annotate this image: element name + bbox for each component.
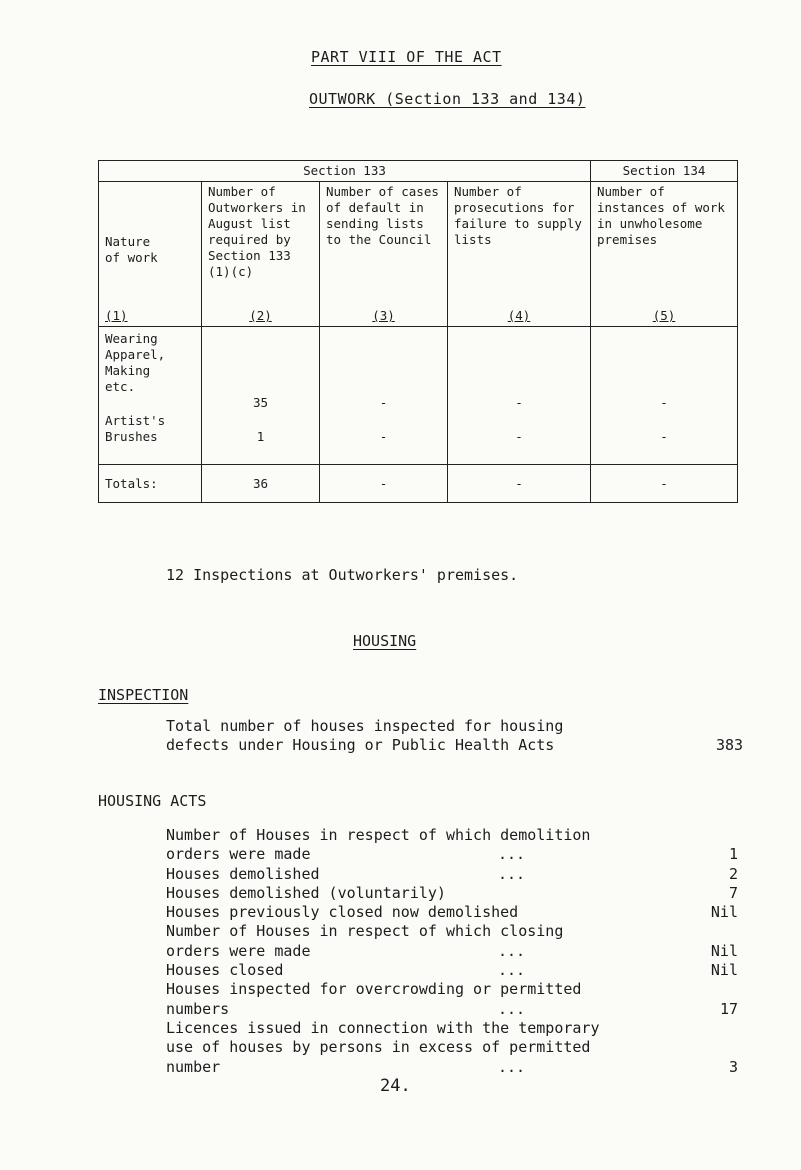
header-default bbox=[320, 182, 448, 327]
inspection-text-2: defects under Housing or Public Health Acts bbox=[166, 736, 555, 754]
inspection-text-1: Total number of houses inspected for housing bbox=[166, 717, 564, 735]
header-prosecutions-label: Number of prosecutions for failure to supply lists bbox=[454, 184, 582, 247]
item-value: Nil bbox=[710, 941, 738, 960]
item-text: orders were made bbox=[166, 845, 311, 864]
header-num: (5) bbox=[652, 308, 676, 323]
header-outworkers-label: Number of Outworkers in August list required by Section 133 (1)(c) bbox=[208, 184, 306, 279]
list-item bbox=[166, 961, 738, 980]
value: - bbox=[660, 429, 668, 444]
header-num: (4) bbox=[507, 308, 531, 323]
inspection-heading: INSPECTION bbox=[98, 686, 189, 704]
header-outworkers bbox=[202, 182, 320, 327]
outwork-table bbox=[98, 160, 738, 503]
inspection-value: 383 bbox=[716, 736, 744, 754]
subtitle: OUTWORK (Section 133 and 134) bbox=[309, 90, 586, 108]
outworkers-cell bbox=[202, 327, 320, 465]
housing-acts-list bbox=[166, 826, 738, 1077]
header-unwholesome bbox=[591, 182, 738, 327]
header-prosecutions bbox=[448, 182, 591, 327]
item-value: Nil bbox=[710, 961, 738, 980]
item-line: Number of Houses in respect of which demolition bbox=[166, 826, 591, 844]
list-item bbox=[166, 980, 738, 1019]
totals-value: - bbox=[320, 465, 448, 503]
item-line: use of houses by persons in excess of permitted bbox=[166, 1038, 591, 1057]
header-nature-label: Nature of work bbox=[105, 234, 158, 265]
table-row bbox=[99, 327, 738, 465]
item-line bbox=[166, 1000, 738, 1019]
item-text: number bbox=[166, 1057, 221, 1076]
item-value: 17 bbox=[719, 999, 738, 1018]
nature-brushes: Artist's Brushes bbox=[105, 413, 166, 444]
leader-dots: ... bbox=[498, 845, 526, 864]
item-value: 2 bbox=[728, 864, 738, 883]
list-item bbox=[166, 865, 738, 884]
nature-wearing: Wearing Apparel, Making etc. bbox=[105, 331, 166, 394]
leader-dots: ... bbox=[498, 961, 526, 980]
value: 1 bbox=[256, 429, 265, 444]
list-item bbox=[166, 903, 738, 922]
item-line: Number of Houses in respect of which closing bbox=[166, 922, 564, 941]
header-num: (1) bbox=[105, 308, 128, 323]
leader-dots: ... bbox=[498, 999, 526, 1018]
totals-value: 36 bbox=[202, 465, 320, 503]
totals-value: - bbox=[591, 465, 738, 503]
item-line bbox=[166, 845, 738, 864]
item-value: 3 bbox=[728, 1057, 738, 1076]
page-title: PART VIII OF THE ACT bbox=[311, 48, 502, 66]
header-unwholesome-label: Number of instances of work in unwholesome premises bbox=[597, 184, 725, 247]
prosecutions-cell bbox=[448, 327, 591, 465]
totals-row bbox=[99, 465, 738, 503]
header-num: (3) bbox=[372, 308, 395, 323]
nature-cell bbox=[99, 327, 202, 465]
unwholesome-cell bbox=[591, 327, 738, 465]
item-text: orders were made bbox=[166, 941, 311, 960]
leader-dots: ... bbox=[498, 941, 526, 960]
list-item bbox=[166, 884, 738, 903]
list-item bbox=[166, 826, 738, 865]
value: - bbox=[660, 395, 668, 410]
value: - bbox=[515, 429, 523, 444]
section-134-header: Section 134 bbox=[591, 161, 738, 182]
totals-label: Totals: bbox=[99, 465, 202, 503]
inspections-note: 12 Inspections at Outworkers' premises. bbox=[166, 566, 519, 584]
housing-acts-heading: HOUSING ACTS bbox=[98, 792, 207, 810]
item-text: Houses closed bbox=[166, 961, 284, 980]
item-line: Licences issued in connection with the temporary bbox=[166, 1018, 600, 1037]
value: - bbox=[515, 395, 523, 410]
item-line bbox=[166, 1058, 738, 1077]
value: - bbox=[379, 429, 388, 444]
page-number: 24. bbox=[380, 1076, 411, 1096]
list-item bbox=[166, 922, 738, 961]
item-text: Houses demolished bbox=[166, 864, 320, 883]
header-nature bbox=[99, 182, 202, 327]
item-line bbox=[166, 942, 738, 961]
item-text: Houses previously closed now demolished bbox=[166, 903, 519, 922]
item-value: Nil bbox=[710, 903, 738, 922]
section-133-header: Section 133 bbox=[99, 161, 591, 182]
item-text: Houses demolished (voluntarily) bbox=[166, 883, 446, 902]
item-line: Houses inspected for overcrowding or permitted bbox=[166, 980, 582, 999]
value: 35 bbox=[252, 395, 269, 410]
item-value: 7 bbox=[728, 883, 738, 902]
header-num: (2) bbox=[249, 308, 272, 323]
item-text: numbers bbox=[166, 999, 230, 1018]
header-default-label: Number of cases of default in sending lists to the Council bbox=[326, 184, 439, 247]
leader-dots: ... bbox=[498, 864, 526, 883]
list-item bbox=[166, 1019, 738, 1077]
default-cell bbox=[320, 327, 448, 465]
value: - bbox=[379, 395, 388, 410]
housing-heading: HOUSING bbox=[353, 632, 417, 650]
item-value: 1 bbox=[728, 845, 738, 864]
totals-value: - bbox=[448, 465, 591, 503]
leader-dots: ... bbox=[498, 1057, 526, 1076]
